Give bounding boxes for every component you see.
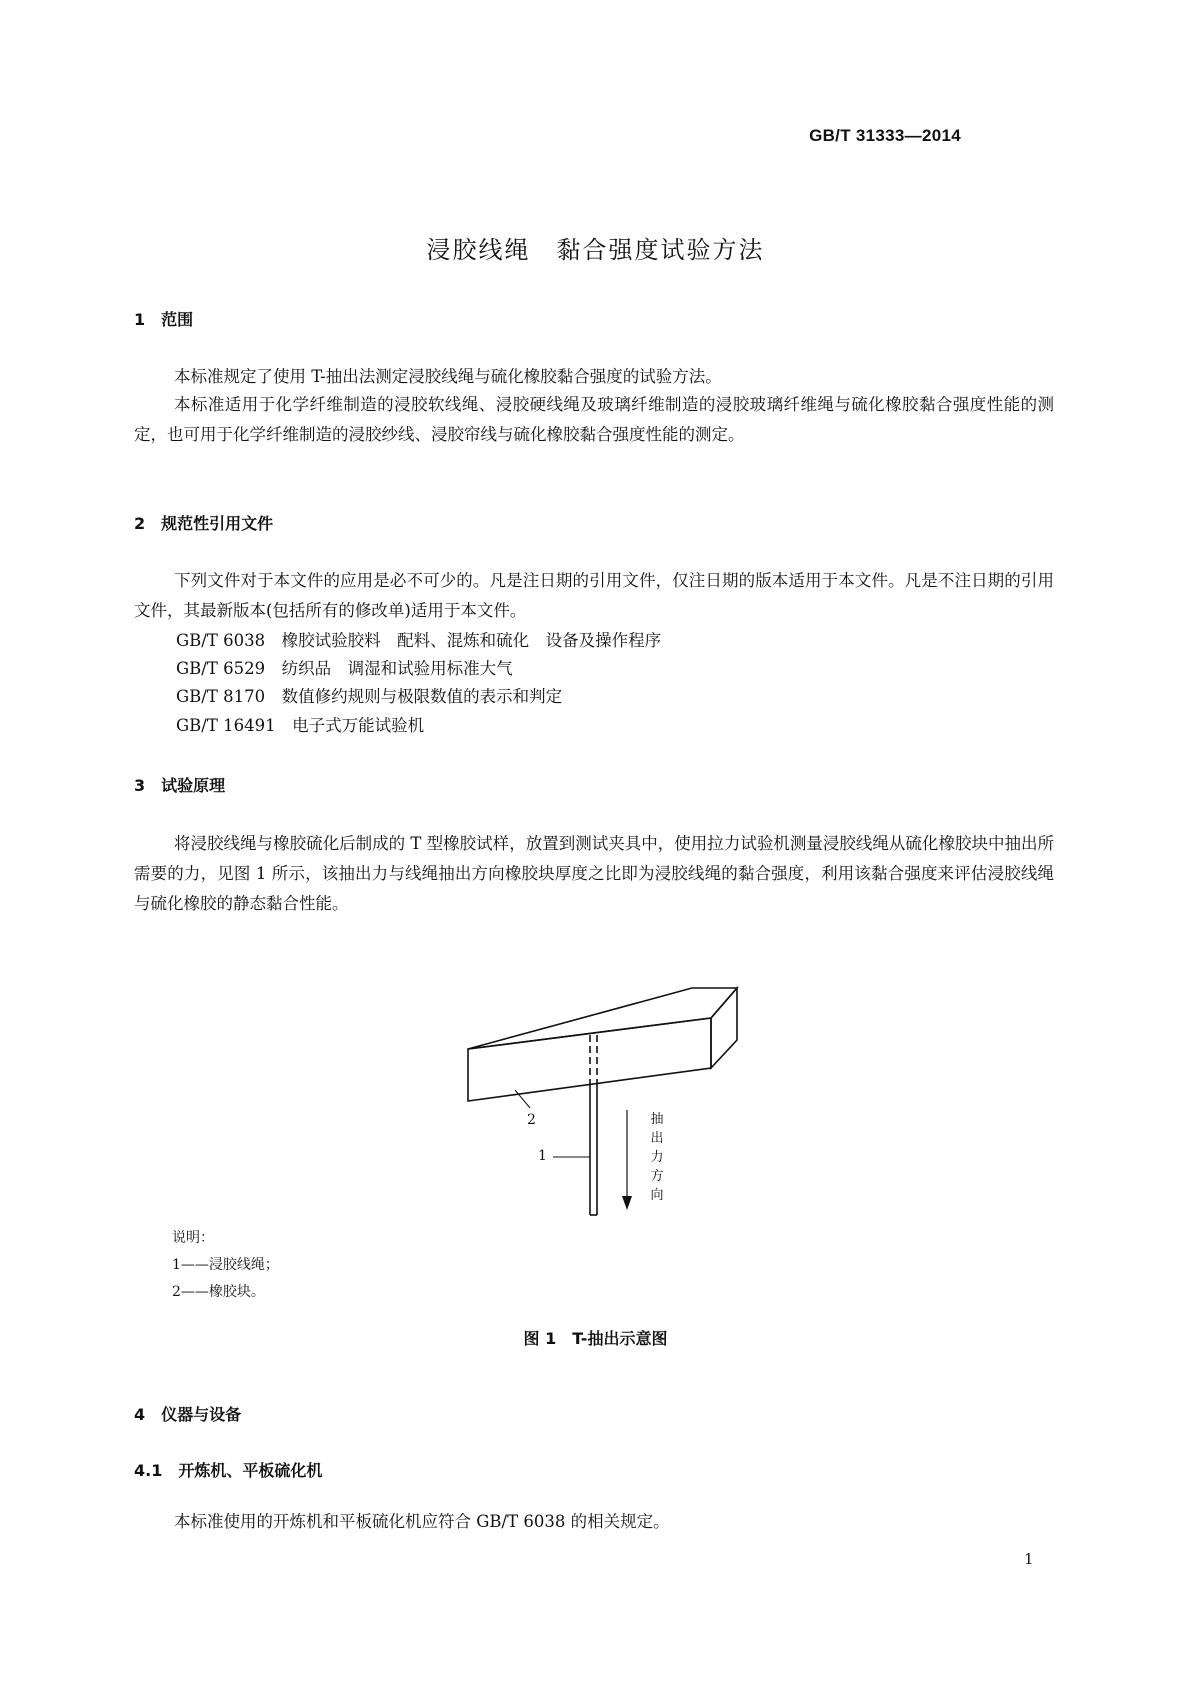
arrow-label-char: 向 [650, 1188, 664, 1203]
legend-item: 2——橡胶块。 [172, 1284, 265, 1300]
section-4-heading: 4 仪器与设备 [134, 1405, 242, 1424]
standard-number: GB/T 31333—2014 [809, 126, 961, 145]
reference-item: GB/T 16491 电子式万能试验机 [176, 716, 425, 735]
document-title: 浸胶线绳 黏合强度试验方法 [426, 236, 765, 264]
section-4-1-paragraph: 本标准使用的开炼机和平板硫化机应符合 GB/T 6038 的相关规定。 [174, 1512, 670, 1531]
pullout-direction-label [648, 1110, 666, 1205]
section-3-paragraph-1: 将浸胶线绳与橡胶硫化后制成的 T 型橡胶试样，放置到测试夹具中，使用拉力试验机测量浸胶线绳从硫化橡胶块中抽出所需要的力，见图 1 所示，该抽出力与线绳抽出方向橡胶块厚度之比即为浸胶线绳的黏合强度，利用该黏合强度来评估浸胶线绳与硫化橡胶的静态黏合性能。 [134, 834, 1054, 913]
arrow-label-char: 出 [650, 1131, 664, 1146]
section-1-paragraph-1: 本标准规定了使用 T-抽出法测定浸胶线绳与硫化橡胶黏合强度的试验方法。 [174, 367, 722, 386]
rubber-block-top-face [468, 988, 737, 1049]
figure-label-2: 2 [527, 1112, 536, 1128]
arrow-label-char: 方 [650, 1169, 664, 1184]
rubber-block-side-face [711, 988, 737, 1068]
page-number: 1 [1024, 1550, 1034, 1568]
legend-title: 说明： [172, 1230, 214, 1246]
reference-item: GB/T 8170 数值修约规则与极限数值的表示和判定 [176, 687, 563, 706]
pullout-arrow-head [622, 1196, 632, 1210]
figure-label-1: 1 [538, 1148, 547, 1164]
section-3-heading: 3 试验原理 [134, 776, 226, 795]
section-1-paragraph-2: 本标准适用于化学纤维制造的浸胶软线绳、浸胶硬线绳及玻璃纤维制造的浸胶玻璃纤维绳与硫化橡胶黏合强度性能的测定，也可用于化学纤维制造的浸胶纱线、浸胶帘线与硫化橡胶黏合强度性能的测定。 [134, 395, 1054, 444]
section-1-heading: 1 范围 [134, 310, 194, 329]
figure-caption: 图 1 T-抽出示意图 [523, 1329, 668, 1348]
arrow-label-char: 抽 [650, 1112, 664, 1127]
arrow-label-char: 力 [650, 1150, 664, 1165]
section-4-1-heading: 4.1 开炼机、平板硫化机 [134, 1461, 323, 1480]
section-2-heading: 2 规范性引用文件 [134, 514, 274, 533]
section-2-paragraph-1: 下列文件对于本文件的应用是必不可少的。凡是注日期的引用文件，仅注日期的版本适用于本文件。凡是不注日期的引用文件，其最新版本(包括所有的修改单)适用于本文件。 [134, 571, 1054, 620]
legend-item: 1——浸胶线绳； [172, 1257, 279, 1273]
reference-item: GB/T 6038 橡胶试验胶料 配料、混炼和硫化 设备及操作程序 [176, 631, 662, 650]
reference-item: GB/T 6529 纺织品 调湿和试验用标准大气 [176, 659, 513, 678]
